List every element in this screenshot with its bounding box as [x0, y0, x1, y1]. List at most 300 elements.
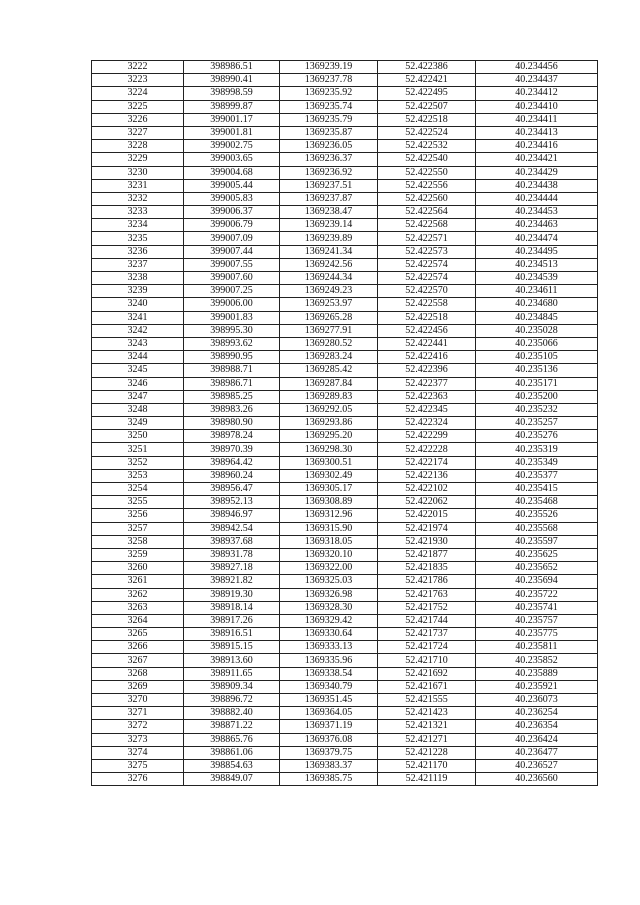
point-number-cell: 3228: [92, 140, 184, 153]
longitude-cell: 40.235852: [476, 654, 598, 667]
point-number-cell: 3251: [92, 443, 184, 456]
longitude-cell: 40.234463: [476, 219, 598, 232]
table-row: [92, 364, 598, 377]
latitude-cell: 52.421228: [378, 746, 476, 759]
point-number-cell: 3254: [92, 483, 184, 496]
latitude-cell: 52.421930: [378, 535, 476, 548]
point-number-cell: 3250: [92, 430, 184, 443]
x-coordinate-cell: 398990.95: [184, 351, 280, 364]
table-row: [92, 245, 598, 258]
x-coordinate-cell: 398970.39: [184, 443, 280, 456]
x-coordinate-cell: 399007.25: [184, 285, 280, 298]
latitude-cell: 52.422345: [378, 403, 476, 416]
point-number-cell: 3252: [92, 456, 184, 469]
x-coordinate-cell: 398921.82: [184, 575, 280, 588]
point-number-cell: 3245: [92, 364, 184, 377]
x-coordinate-cell: 398998.59: [184, 87, 280, 100]
point-number-cell: 3249: [92, 417, 184, 430]
table-row: [92, 74, 598, 87]
x-coordinate-cell: 399007.09: [184, 232, 280, 245]
table-row: [92, 232, 598, 245]
x-coordinate-cell: 399007.44: [184, 245, 280, 258]
longitude-cell: 40.236424: [476, 733, 598, 746]
latitude-cell: 52.422441: [378, 337, 476, 350]
y-coordinate-cell: 1369292.05: [280, 403, 378, 416]
point-number-cell: 3270: [92, 694, 184, 707]
latitude-cell: 52.421974: [378, 522, 476, 535]
point-number-cell: 3226: [92, 113, 184, 126]
longitude-cell: 40.234845: [476, 311, 598, 324]
latitude-cell: 52.421692: [378, 667, 476, 680]
y-coordinate-cell: 1369239.14: [280, 219, 378, 232]
longitude-cell: 40.234456: [476, 61, 598, 74]
y-coordinate-cell: 1369351.45: [280, 694, 378, 707]
latitude-cell: 52.422518: [378, 113, 476, 126]
point-number-cell: 3255: [92, 496, 184, 509]
latitude-cell: 52.421321: [378, 720, 476, 733]
latitude-cell: 52.421555: [378, 694, 476, 707]
table-row: [92, 469, 598, 482]
longitude-cell: 40.234421: [476, 153, 598, 166]
longitude-cell: 40.235415: [476, 483, 598, 496]
latitude-cell: 52.421724: [378, 641, 476, 654]
latitude-cell: 52.422174: [378, 456, 476, 469]
longitude-cell: 40.235625: [476, 548, 598, 561]
longitude-cell: 40.234438: [476, 179, 598, 192]
point-number-cell: 3247: [92, 390, 184, 403]
x-coordinate-cell: 398918.14: [184, 601, 280, 614]
x-coordinate-cell: 398937.68: [184, 535, 280, 548]
y-coordinate-cell: 1369235.87: [280, 126, 378, 139]
x-coordinate-cell: 399005.83: [184, 192, 280, 205]
latitude-cell: 52.422396: [378, 364, 476, 377]
y-coordinate-cell: 1369329.42: [280, 614, 378, 627]
x-coordinate-cell: 398849.07: [184, 773, 280, 786]
table-row: [92, 496, 598, 509]
table-row: [92, 272, 598, 285]
longitude-cell: 40.235257: [476, 417, 598, 430]
longitude-cell: 40.236254: [476, 707, 598, 720]
y-coordinate-cell: 1369330.64: [280, 628, 378, 641]
x-coordinate-cell: 399004.68: [184, 166, 280, 179]
point-number-cell: 3262: [92, 588, 184, 601]
x-coordinate-cell: 399005.44: [184, 179, 280, 192]
latitude-cell: 52.422558: [378, 298, 476, 311]
y-coordinate-cell: 1369265.28: [280, 311, 378, 324]
point-number-cell: 3273: [92, 733, 184, 746]
y-coordinate-cell: 1369364.05: [280, 707, 378, 720]
latitude-cell: 52.422568: [378, 219, 476, 232]
x-coordinate-cell: 398983.26: [184, 403, 280, 416]
y-coordinate-cell: 1369244.34: [280, 272, 378, 285]
y-coordinate-cell: 1369383.37: [280, 759, 378, 772]
x-coordinate-cell: 398986.51: [184, 61, 280, 74]
longitude-cell: 40.236354: [476, 720, 598, 733]
table-row: [92, 694, 598, 707]
y-coordinate-cell: 1369322.00: [280, 562, 378, 575]
longitude-cell: 40.235066: [476, 337, 598, 350]
x-coordinate-cell: 398854.63: [184, 759, 280, 772]
longitude-cell: 40.235319: [476, 443, 598, 456]
x-coordinate-cell: 399002.75: [184, 140, 280, 153]
x-coordinate-cell: 399006.37: [184, 206, 280, 219]
table-row: [92, 548, 598, 561]
latitude-cell: 52.422573: [378, 245, 476, 258]
y-coordinate-cell: 1369289.83: [280, 390, 378, 403]
table-row: [92, 377, 598, 390]
longitude-cell: 40.235757: [476, 614, 598, 627]
latitude-cell: 52.421671: [378, 680, 476, 693]
table-row: [92, 654, 598, 667]
point-number-cell: 3235: [92, 232, 184, 245]
latitude-cell: 52.422518: [378, 311, 476, 324]
longitude-cell: 40.234474: [476, 232, 598, 245]
latitude-cell: 52.422495: [378, 87, 476, 100]
x-coordinate-cell: 398915.15: [184, 641, 280, 654]
x-coordinate-cell: 398956.47: [184, 483, 280, 496]
point-number-cell: 3265: [92, 628, 184, 641]
x-coordinate-cell: 398988.71: [184, 364, 280, 377]
longitude-cell: 40.234437: [476, 74, 598, 87]
longitude-cell: 40.235105: [476, 351, 598, 364]
table-row: [92, 140, 598, 153]
y-coordinate-cell: 1369237.51: [280, 179, 378, 192]
x-coordinate-cell: 398919.30: [184, 588, 280, 601]
x-coordinate-cell: 398917.26: [184, 614, 280, 627]
latitude-cell: 52.421752: [378, 601, 476, 614]
table-row: [92, 628, 598, 641]
y-coordinate-cell: 1369277.91: [280, 324, 378, 337]
point-number-cell: 3272: [92, 720, 184, 733]
point-number-cell: 3241: [92, 311, 184, 324]
y-coordinate-cell: 1369235.92: [280, 87, 378, 100]
latitude-cell: 52.421170: [378, 759, 476, 772]
y-coordinate-cell: 1369300.51: [280, 456, 378, 469]
table-row: [92, 759, 598, 772]
latitude-cell: 52.422560: [378, 192, 476, 205]
x-coordinate-cell: 398911.65: [184, 667, 280, 680]
latitude-cell: 52.421710: [378, 654, 476, 667]
x-coordinate-cell: 399001.17: [184, 113, 280, 126]
longitude-cell: 40.235349: [476, 456, 598, 469]
point-number-cell: 3263: [92, 601, 184, 614]
x-coordinate-cell: 398946.97: [184, 509, 280, 522]
y-coordinate-cell: 1369302.49: [280, 469, 378, 482]
longitude-cell: 40.236560: [476, 773, 598, 786]
longitude-cell: 40.235136: [476, 364, 598, 377]
table-row: [92, 443, 598, 456]
x-coordinate-cell: 398913.60: [184, 654, 280, 667]
longitude-cell: 40.234413: [476, 126, 598, 139]
y-coordinate-cell: 1369239.19: [280, 61, 378, 74]
latitude-cell: 52.422386: [378, 61, 476, 74]
coordinates-table-body: [92, 61, 598, 786]
table-row: [92, 667, 598, 680]
longitude-cell: 40.234429: [476, 166, 598, 179]
table-row: [92, 575, 598, 588]
point-number-cell: 3256: [92, 509, 184, 522]
point-number-cell: 3259: [92, 548, 184, 561]
latitude-cell: 52.421423: [378, 707, 476, 720]
longitude-cell: 40.234539: [476, 272, 598, 285]
longitude-cell: 40.236527: [476, 759, 598, 772]
x-coordinate-cell: 398986.71: [184, 377, 280, 390]
latitude-cell: 52.422421: [378, 74, 476, 87]
y-coordinate-cell: 1369295.20: [280, 430, 378, 443]
longitude-cell: 40.234453: [476, 206, 598, 219]
table-row: [92, 614, 598, 627]
latitude-cell: 52.422524: [378, 126, 476, 139]
longitude-cell: 40.235741: [476, 601, 598, 614]
latitude-cell: 52.422456: [378, 324, 476, 337]
latitude-cell: 52.422062: [378, 496, 476, 509]
longitude-cell: 40.234416: [476, 140, 598, 153]
latitude-cell: 52.421877: [378, 548, 476, 561]
longitude-cell: 40.236477: [476, 746, 598, 759]
longitude-cell: 40.235232: [476, 403, 598, 416]
latitude-cell: 52.422377: [378, 377, 476, 390]
longitude-cell: 40.235775: [476, 628, 598, 641]
y-coordinate-cell: 1369236.92: [280, 166, 378, 179]
y-coordinate-cell: 1369379.75: [280, 746, 378, 759]
point-number-cell: 3275: [92, 759, 184, 772]
latitude-cell: 52.422102: [378, 483, 476, 496]
latitude-cell: 52.422564: [378, 206, 476, 219]
point-number-cell: 3261: [92, 575, 184, 588]
table-row: [92, 773, 598, 786]
y-coordinate-cell: 1369238.47: [280, 206, 378, 219]
y-coordinate-cell: 1369293.86: [280, 417, 378, 430]
y-coordinate-cell: 1369249.23: [280, 285, 378, 298]
y-coordinate-cell: 1369241.34: [280, 245, 378, 258]
point-number-cell: 3257: [92, 522, 184, 535]
table-row: [92, 351, 598, 364]
longitude-cell: 40.235694: [476, 575, 598, 588]
y-coordinate-cell: 1369371.19: [280, 720, 378, 733]
x-coordinate-cell: 398896.72: [184, 694, 280, 707]
table-row: [92, 87, 598, 100]
point-number-cell: 3267: [92, 654, 184, 667]
table-row: [92, 337, 598, 350]
point-number-cell: 3248: [92, 403, 184, 416]
y-coordinate-cell: 1369280.52: [280, 337, 378, 350]
point-number-cell: 3271: [92, 707, 184, 720]
y-coordinate-cell: 1369235.74: [280, 100, 378, 113]
y-coordinate-cell: 1369236.37: [280, 153, 378, 166]
longitude-cell: 40.234412: [476, 87, 598, 100]
latitude-cell: 52.422556: [378, 179, 476, 192]
table-row: [92, 311, 598, 324]
y-coordinate-cell: 1369285.42: [280, 364, 378, 377]
y-coordinate-cell: 1369237.87: [280, 192, 378, 205]
latitude-cell: 52.422324: [378, 417, 476, 430]
y-coordinate-cell: 1369283.24: [280, 351, 378, 364]
y-coordinate-cell: 1369253.97: [280, 298, 378, 311]
longitude-cell: 40.234444: [476, 192, 598, 205]
x-coordinate-cell: 398927.18: [184, 562, 280, 575]
x-coordinate-cell: 398871.22: [184, 720, 280, 733]
table-row: [92, 192, 598, 205]
point-number-cell: 3269: [92, 680, 184, 693]
point-number-cell: 3233: [92, 206, 184, 219]
point-number-cell: 3253: [92, 469, 184, 482]
point-number-cell: 3246: [92, 377, 184, 390]
x-coordinate-cell: 398980.90: [184, 417, 280, 430]
latitude-cell: 52.422550: [378, 166, 476, 179]
latitude-cell: 52.422299: [378, 430, 476, 443]
table-row: [92, 153, 598, 166]
y-coordinate-cell: 1369235.79: [280, 113, 378, 126]
point-number-cell: 3224: [92, 87, 184, 100]
point-number-cell: 3240: [92, 298, 184, 311]
x-coordinate-cell: 399001.83: [184, 311, 280, 324]
x-coordinate-cell: 398931.78: [184, 548, 280, 561]
y-coordinate-cell: 1369385.75: [280, 773, 378, 786]
x-coordinate-cell: 399006.00: [184, 298, 280, 311]
x-coordinate-cell: 398995.30: [184, 324, 280, 337]
table-row: [92, 483, 598, 496]
longitude-cell: 40.234411: [476, 113, 598, 126]
longitude-cell: 40.234611: [476, 285, 598, 298]
y-coordinate-cell: 1369325.03: [280, 575, 378, 588]
longitude-cell: 40.236073: [476, 694, 598, 707]
table-row: [92, 720, 598, 733]
y-coordinate-cell: 1369326.98: [280, 588, 378, 601]
point-number-cell: 3223: [92, 74, 184, 87]
point-number-cell: 3231: [92, 179, 184, 192]
x-coordinate-cell: 398985.25: [184, 390, 280, 403]
y-coordinate-cell: 1369335.96: [280, 654, 378, 667]
latitude-cell: 52.422507: [378, 100, 476, 113]
table-row: [92, 324, 598, 337]
y-coordinate-cell: 1369239.89: [280, 232, 378, 245]
point-number-cell: 3236: [92, 245, 184, 258]
table-row: [92, 562, 598, 575]
y-coordinate-cell: 1369320.10: [280, 548, 378, 561]
longitude-cell: 40.235526: [476, 509, 598, 522]
table-row: [92, 746, 598, 759]
point-number-cell: 3243: [92, 337, 184, 350]
y-coordinate-cell: 1369236.05: [280, 140, 378, 153]
point-number-cell: 3274: [92, 746, 184, 759]
x-coordinate-cell: 398916.51: [184, 628, 280, 641]
point-number-cell: 3264: [92, 614, 184, 627]
table-row: [92, 522, 598, 535]
point-number-cell: 3237: [92, 258, 184, 271]
point-number-cell: 3227: [92, 126, 184, 139]
x-coordinate-cell: 399007.60: [184, 272, 280, 285]
y-coordinate-cell: 1369298.30: [280, 443, 378, 456]
table-row: [92, 113, 598, 126]
latitude-cell: 52.421744: [378, 614, 476, 627]
point-number-cell: 3242: [92, 324, 184, 337]
y-coordinate-cell: 1369328.30: [280, 601, 378, 614]
latitude-cell: 52.422015: [378, 509, 476, 522]
x-coordinate-cell: 398952.13: [184, 496, 280, 509]
x-coordinate-cell: 398990.41: [184, 74, 280, 87]
table-row: [92, 456, 598, 469]
x-coordinate-cell: 399006.79: [184, 219, 280, 232]
longitude-cell: 40.235171: [476, 377, 598, 390]
y-coordinate-cell: 1369312.96: [280, 509, 378, 522]
table-row: [92, 166, 598, 179]
latitude-cell: 52.421271: [378, 733, 476, 746]
latitude-cell: 52.422571: [378, 232, 476, 245]
x-coordinate-cell: 398964.42: [184, 456, 280, 469]
table-row: [92, 258, 598, 271]
x-coordinate-cell: 398909.34: [184, 680, 280, 693]
y-coordinate-cell: 1369318.05: [280, 535, 378, 548]
y-coordinate-cell: 1369305.17: [280, 483, 378, 496]
x-coordinate-cell: 399001.81: [184, 126, 280, 139]
latitude-cell: 52.422136: [378, 469, 476, 482]
point-number-cell: 3222: [92, 61, 184, 74]
table-row: [92, 298, 598, 311]
latitude-cell: 52.421763: [378, 588, 476, 601]
coordinates-table: [91, 60, 598, 786]
y-coordinate-cell: 1369376.08: [280, 733, 378, 746]
table-row: [92, 733, 598, 746]
point-number-cell: 3234: [92, 219, 184, 232]
longitude-cell: 40.235921: [476, 680, 598, 693]
longitude-cell: 40.235028: [476, 324, 598, 337]
point-number-cell: 3260: [92, 562, 184, 575]
y-coordinate-cell: 1369237.78: [280, 74, 378, 87]
latitude-cell: 52.421835: [378, 562, 476, 575]
table-row: [92, 61, 598, 74]
table-row: [92, 285, 598, 298]
y-coordinate-cell: 1369287.84: [280, 377, 378, 390]
longitude-cell: 40.234680: [476, 298, 598, 311]
latitude-cell: 52.422574: [378, 258, 476, 271]
table-row: [92, 100, 598, 113]
table-row: [92, 641, 598, 654]
longitude-cell: 40.235276: [476, 430, 598, 443]
longitude-cell: 40.235811: [476, 641, 598, 654]
latitude-cell: 52.422363: [378, 390, 476, 403]
latitude-cell: 52.422228: [378, 443, 476, 456]
table-row: [92, 509, 598, 522]
latitude-cell: 52.422532: [378, 140, 476, 153]
x-coordinate-cell: 399003.65: [184, 153, 280, 166]
latitude-cell: 52.422416: [378, 351, 476, 364]
latitude-cell: 52.421786: [378, 575, 476, 588]
longitude-cell: 40.234513: [476, 258, 598, 271]
point-number-cell: 3276: [92, 773, 184, 786]
table-row: [92, 535, 598, 548]
longitude-cell: 40.235377: [476, 469, 598, 482]
y-coordinate-cell: 1369308.89: [280, 496, 378, 509]
x-coordinate-cell: 398882.40: [184, 707, 280, 720]
x-coordinate-cell: 398942.54: [184, 522, 280, 535]
point-number-cell: 3229: [92, 153, 184, 166]
latitude-cell: 52.422574: [378, 272, 476, 285]
longitude-cell: 40.235652: [476, 562, 598, 575]
table-row: [92, 430, 598, 443]
latitude-cell: 52.422570: [378, 285, 476, 298]
table-row: [92, 206, 598, 219]
longitude-cell: 40.234495: [476, 245, 598, 258]
table-row: [92, 219, 598, 232]
x-coordinate-cell: 399007.55: [184, 258, 280, 271]
point-number-cell: 3268: [92, 667, 184, 680]
table-row: [92, 403, 598, 416]
x-coordinate-cell: 398960.24: [184, 469, 280, 482]
longitude-cell: 40.235722: [476, 588, 598, 601]
point-number-cell: 3238: [92, 272, 184, 285]
y-coordinate-cell: 1369242.56: [280, 258, 378, 271]
y-coordinate-cell: 1369340.79: [280, 680, 378, 693]
